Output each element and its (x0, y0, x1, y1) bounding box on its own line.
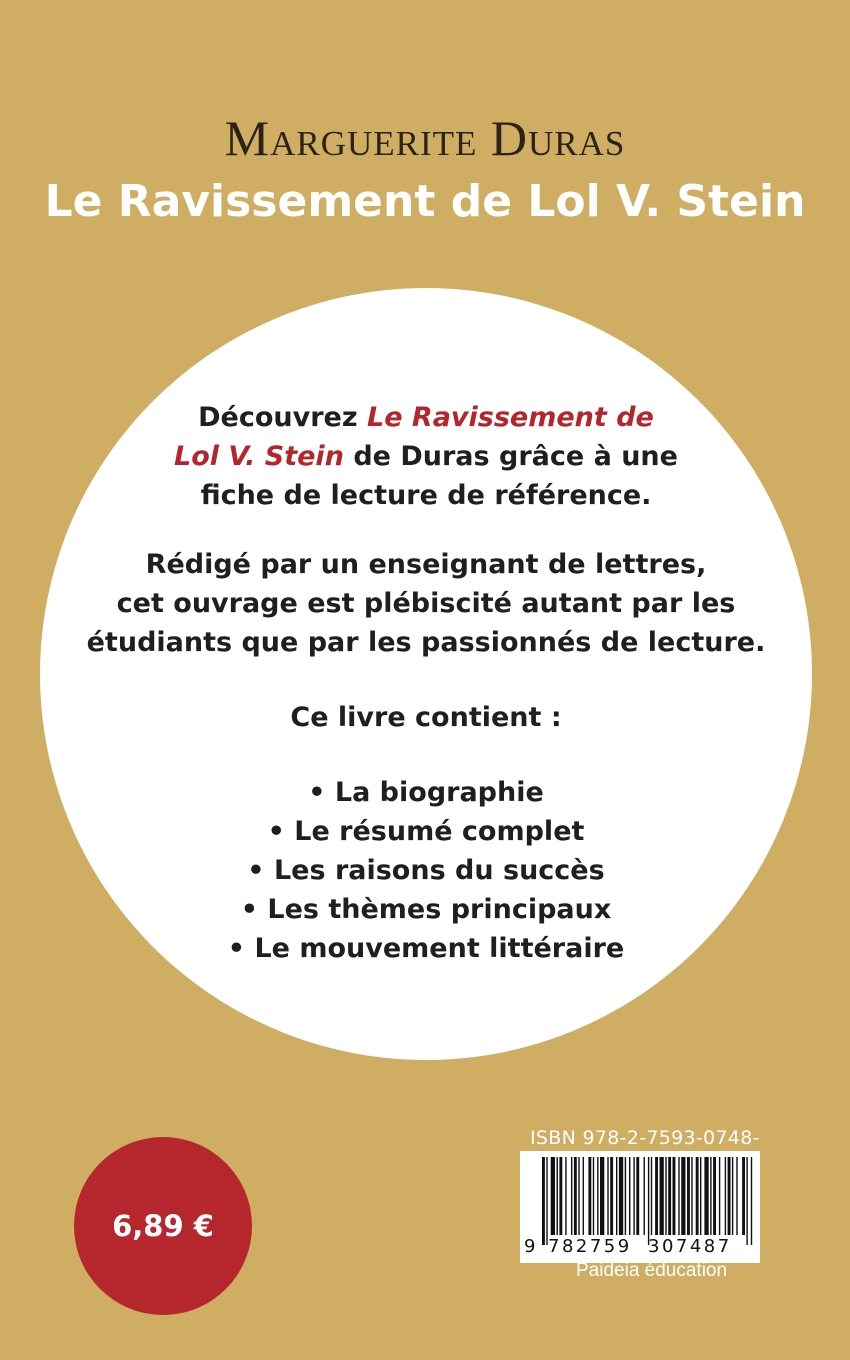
barcode-bar (751, 1157, 752, 1245)
barcode-bar (736, 1157, 737, 1235)
barcode-bar (619, 1157, 623, 1235)
barcode-bar (588, 1157, 591, 1235)
barcode-bar (691, 1157, 692, 1235)
barcode-bar (600, 1157, 604, 1235)
barcode-bar (610, 1157, 613, 1235)
barcode (520, 1151, 760, 1263)
barcode-bar (742, 1157, 745, 1235)
barcode-digits-right: 307487 (648, 1236, 732, 1257)
contents-item: • Le mouvement littéraire (227, 933, 625, 964)
barcode-bar (719, 1157, 720, 1235)
contents-heading: Ce livre contient : (290, 702, 562, 733)
barcode-bar (673, 1157, 676, 1235)
barcode-bar (636, 1157, 639, 1235)
barcode-digit-first: 9 (524, 1236, 536, 1257)
barcode-bar (542, 1157, 545, 1245)
barcode-bar (700, 1157, 701, 1235)
intro-line-2: Lol V. Stein de Duras grâce à une (174, 441, 678, 472)
contents-item: • Le résumé complet (267, 816, 585, 847)
barcode-bar (681, 1157, 685, 1235)
barcode-bar (678, 1157, 679, 1235)
barcode-bar (687, 1157, 690, 1235)
barcode-bar (713, 1157, 716, 1235)
barcode-bar (746, 1157, 747, 1245)
para2-line-2: cet ouvrage est plébiscité autant par les (116, 588, 736, 619)
barcode-bar (625, 1157, 626, 1235)
isbn-label: ISBN 978-2-7593-0748- (530, 1127, 760, 1149)
barcode-bar (651, 1157, 652, 1235)
contents-item: • La biographie (308, 777, 544, 808)
barcode-bar (616, 1157, 617, 1235)
barcode-bar (629, 1157, 630, 1235)
barcode-bar (644, 1157, 645, 1235)
barcode-bar (593, 1157, 594, 1235)
book-title: Le Ravissement de Lol V. Stein (44, 176, 806, 227)
barcode-digits-left: 782759 (548, 1236, 632, 1257)
barcode-bar (660, 1157, 664, 1235)
price-badge (74, 1137, 252, 1315)
barcode-bar (696, 1157, 699, 1235)
barcode-bar (571, 1157, 572, 1235)
blurb-text (40, 398, 812, 968)
barcode-bar (655, 1157, 658, 1235)
publisher-name: Paideia éducation (576, 1260, 728, 1281)
barcode-bar (668, 1157, 671, 1235)
barcode-bar (732, 1157, 733, 1235)
barcode-bar (607, 1157, 608, 1235)
author-name: Marguerite Duras (224, 110, 626, 166)
intro-title-part1: Le Ravissement de (366, 402, 654, 433)
barcode-bar (583, 1157, 584, 1235)
barcode-bar (565, 1157, 566, 1235)
barcode-bar (633, 1157, 634, 1235)
barcode-bar (728, 1157, 731, 1235)
barcode-bar (710, 1157, 711, 1235)
barcode-bar (704, 1157, 708, 1235)
barcode-bar (648, 1157, 649, 1245)
barcode-bar (597, 1157, 598, 1235)
barcode-bar (574, 1157, 577, 1235)
para2-line-3: étudiants que par les passionnés de lecture. (86, 627, 766, 658)
barcode-bar (551, 1157, 555, 1235)
barcode-bar (665, 1157, 666, 1235)
barcode-bar (725, 1157, 726, 1235)
para2-line-1: Rédigé par un enseignant de lettres, (145, 549, 707, 580)
intro-line-3: fiche de lecture de référence. (200, 480, 652, 511)
barcode-bar (578, 1157, 579, 1235)
barcode-bar (559, 1157, 562, 1235)
contents-item: • Les raisons du succès (247, 855, 605, 886)
intro-title-part2: Lol V. Stein (174, 441, 344, 472)
price-label: 6,89 € (112, 1209, 214, 1243)
barcode-bar (557, 1157, 558, 1235)
intro-line-1: Découvrez Le Ravissement de (198, 402, 654, 433)
barcode-bar (546, 1157, 547, 1245)
contents-item: • Les thèmes principaux (240, 894, 612, 925)
